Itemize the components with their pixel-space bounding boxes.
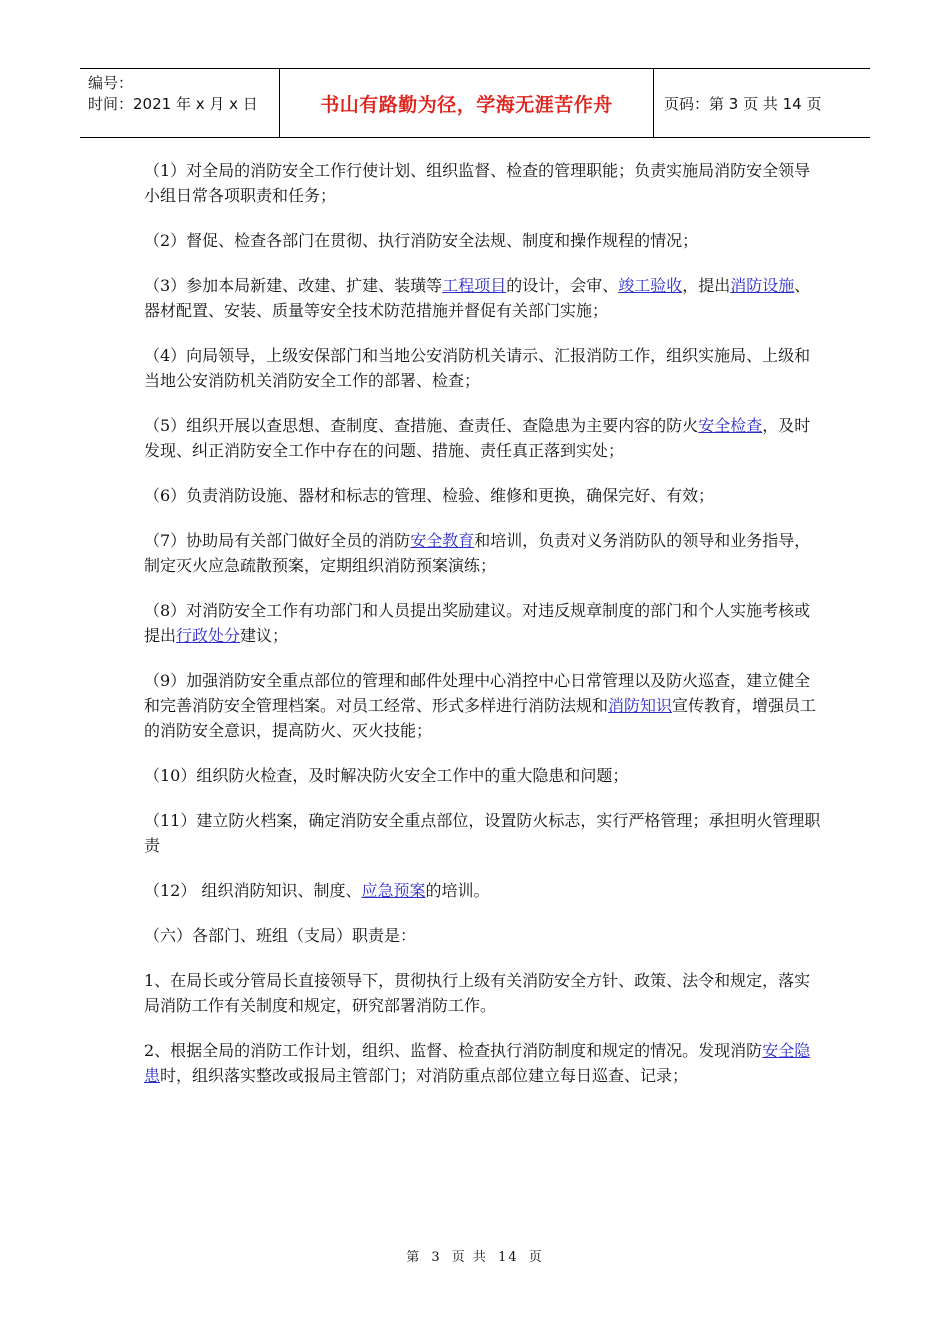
link-safety-inspection[interactable]: 安全检查	[698, 416, 763, 435]
paragraph-9-text-b: 宣传教育，增强员工的消防安全意识，提高防火、灭火技能；	[144, 696, 817, 740]
paragraph-8-text-a: （8）对消防安全工作有功部门和人员提出奖励建议。对违反规章制度的部门和个人实施考核或提出	[144, 601, 811, 645]
paragraph-7-text-b: 和培训，负责对义务消防队的领导和业务指导，制定灭火应急疏散预案，定期组织消防预案演练；	[144, 531, 811, 575]
footer-prefix: 第	[406, 1250, 422, 1265]
paragraph-12-text-a: （12） 组织消防知识、制度、	[144, 881, 362, 900]
link-engineering-project[interactable]: 工程项目	[442, 276, 507, 295]
document-body	[144, 158, 824, 1108]
paragraph-6: （6）负责消防设施、器材和标志的管理、检验、维修和更换，确保完好、有效；	[144, 486, 715, 505]
link-safety-hazard[interactable]: 安全隐患	[144, 1041, 811, 1085]
link-fire-facilities[interactable]: 消防设施	[730, 276, 795, 295]
paragraph-3-text-a: （3）参加本局新建、改建、扩建、装璜等	[144, 276, 443, 295]
paragraph-7-text-a: （7）协助局有关部门做好全员的消防	[144, 531, 411, 550]
paragraph-5	[144, 413, 824, 463]
footer-page-number: 3	[431, 1250, 442, 1265]
document-time-label: 时间：2021 年 x 月 x 日	[88, 95, 258, 113]
paragraph-10: （10）组织防火检查，及时解决防火安全工作中的重大隐患和问题；	[144, 766, 629, 785]
paragraph-5-text-b: ，及时发现、纠正消防安全工作中存在的问题、措施、责任真正落到实处；	[144, 416, 811, 460]
section-6-item-2	[144, 1038, 824, 1088]
footer-suffix: 页	[528, 1250, 544, 1265]
paragraph-3-text-b: 的设计，会审、	[506, 276, 619, 295]
link-administrative-sanction[interactable]: 行政处分	[176, 626, 241, 645]
link-safety-education[interactable]: 安全教育	[410, 531, 475, 550]
paragraph-11: （11）建立防火档案，确定消防安全重点部位，设置防火标志，实行严格管理；承担明火管理职责	[144, 811, 821, 855]
paragraph-5-text-a: （5）组织开展以查思想、查制度、查措施、查责任、查隐患为主要内容的防火	[144, 416, 699, 435]
paragraph-2: （2）督促、检查各部门在贯彻、执行消防安全法规、制度和操作规程的情况；	[144, 231, 699, 250]
paragraph-3-text-d: 、器材配置、安装、质量等安全技术防范措施并督促有关部门实施；	[144, 276, 811, 320]
footer-mid: 页 共	[451, 1250, 488, 1265]
footer-total-pages: 14	[498, 1250, 519, 1265]
paragraph-12	[144, 878, 824, 903]
document-number-label: 编号：	[88, 74, 134, 92]
paragraph-8-text-b: 建议；	[240, 626, 289, 645]
paragraph-8	[144, 598, 824, 648]
page-header	[80, 68, 870, 138]
paragraph-3-text-c: ，提出	[682, 276, 731, 295]
section-6-item-2-text-a: 2、根据全局的消防工作计划，组织、监督、检查执行消防制度和规定的情况。发现消防	[144, 1041, 763, 1060]
section-6-heading: （六）各部门、班组（支局）职责是：	[144, 926, 417, 945]
link-emergency-plan[interactable]: 应急预案	[361, 881, 426, 900]
paragraph-4: （4）向局领导，上级安保部门和当地公安消防机关请示、汇报消防工作，组织实施局、上级和当地公安消防机关消防安全工作的部署、检查；	[144, 346, 811, 390]
link-fire-knowledge[interactable]: 消防知识	[608, 696, 673, 715]
section-6-item-1: 1、在局长或分管局长直接领导下，贯彻执行上级有关消防安全方针、政策、法令和规定，落实局消防工作有关制度和规定，研究部署消防工作。	[144, 971, 811, 1015]
paragraph-3	[144, 273, 824, 323]
paragraph-9-text-a: （9）加强消防安全重点部位的管理和邮件处理中心消控中心日常管理以及防火巡查，建立健全和完善消防安全管理档案。对员工经常、形式多样进行消防法规和	[144, 671, 811, 715]
header-page-info: 页码：第 3 页 共 14 页	[664, 94, 822, 113]
paragraph-9	[144, 668, 824, 743]
page-footer	[0, 1246, 950, 1265]
paragraph-12-text-b: 的培训。	[425, 881, 490, 900]
paragraph-7	[144, 528, 824, 578]
paragraph-1: （1）对全局的消防安全工作行使计划、组织监督、检查的管理职能；负责实施局消防安全领导小组日常各项职责和任务；	[144, 161, 811, 205]
section-6-item-2-text-b: 时，组织落实整改或报局主管部门；对消防重点部位建立每日巡查、记录；	[160, 1066, 689, 1085]
header-motto: 书山有路勤为径，学海无涯苦作舟	[280, 69, 654, 137]
header-meta	[80, 69, 280, 137]
link-completion-acceptance[interactable]: 竣工验收	[618, 276, 683, 295]
